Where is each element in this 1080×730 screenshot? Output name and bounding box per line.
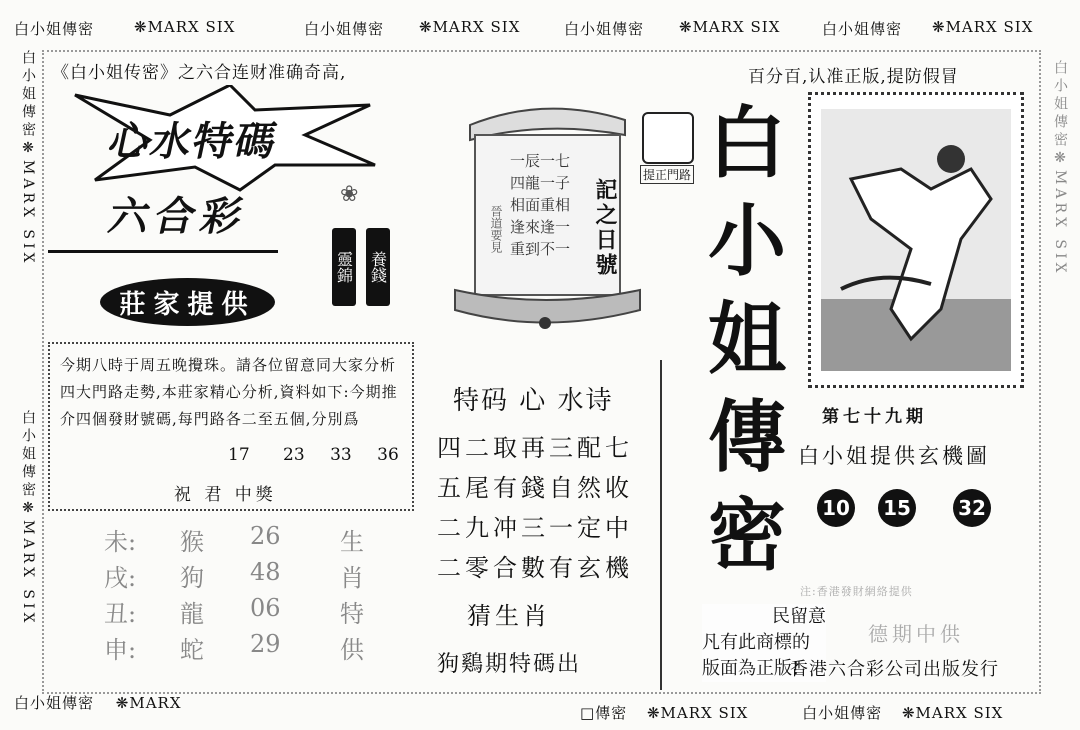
zodiac-branch: 丑:: [104, 600, 137, 628]
faded-note: 注:香港發財網絡提供: [800, 585, 913, 598]
star-title: 心水特碼: [104, 119, 283, 165]
scroll-line: 重到不一: [510, 240, 571, 258]
banner-text: 白小姐傳密: [822, 20, 903, 38]
number-ball: 15: [878, 489, 916, 527]
zodiac-table: [60, 522, 400, 672]
scroll-line: 四龍一子: [510, 174, 571, 192]
divider: [48, 250, 278, 253]
zodiac-animal: 龍: [180, 600, 204, 628]
notice-box: [48, 342, 414, 511]
banner-text: ❋MARX SIX: [646, 704, 749, 722]
zodiac-branch: 申:: [104, 636, 137, 664]
big-title-char: 傳: [708, 392, 787, 483]
banner-text: ❋MARX SIX: [901, 704, 1004, 722]
big-title: [708, 98, 798, 581]
zodiac-number: 29: [250, 630, 281, 658]
poem-guess: 猜生肖: [467, 602, 551, 630]
wish-text: 祝 君 中獎: [174, 485, 277, 505]
photo-frame: [808, 92, 1024, 388]
banner-text: ❋MARX SIX: [134, 18, 236, 36]
subtitle: 六合彩: [104, 194, 253, 240]
big-title-char: 小: [708, 196, 787, 287]
poem-line: 二九冲三一定中: [437, 514, 633, 542]
left-vertical-banner: 白小姐傳密❋MARX SIX: [20, 50, 36, 267]
poem-line: 二零合數有玄機: [437, 554, 633, 582]
zodiac-animal: 狗: [180, 564, 204, 592]
lucky-number: 33: [330, 445, 352, 465]
faded-text: 德期中供: [868, 622, 964, 646]
lucky-number: 36: [377, 445, 399, 465]
banner-text: 白小姐傳密: [564, 20, 645, 38]
zodiac-number: 06: [250, 594, 281, 622]
zodiac-number: 48: [250, 558, 281, 586]
zodiac-number: 26: [250, 522, 281, 550]
left-vertical-banner: 白小姐傳密❋MARX SIX: [20, 410, 36, 627]
number-ball: 10: [817, 489, 855, 527]
badge-lingjin: 靈錦: [332, 228, 356, 306]
banner-text: ❋MARX SIX: [932, 18, 1034, 36]
scroll-line: 一辰一七: [510, 152, 571, 170]
big-title-char: 密: [708, 490, 787, 581]
flower-icon: ❀: [340, 182, 359, 207]
provider-text: 白小姐提供玄機圖: [798, 444, 990, 468]
banner-text: 白小姐傳密: [14, 694, 95, 712]
intro-right: 百分百,认准正版,提防假冒: [748, 67, 959, 87]
lucky-numbers: [228, 445, 399, 465]
zodiac-branch: 戌:: [104, 564, 137, 592]
top-banner: [14, 18, 1074, 40]
poem-box: [425, 360, 662, 690]
big-title-char: 姐: [708, 294, 787, 385]
number-ball: 32: [953, 489, 991, 527]
poem-answer: 狗鷄期特碼出: [437, 652, 582, 677]
big-title-char: 白: [708, 98, 787, 189]
notice-line: 版面為正版!: [702, 658, 800, 679]
poem-line: 四二取再三配七: [437, 434, 633, 462]
banner-text: ❋MARX: [115, 694, 182, 712]
verify-box: [642, 112, 694, 164]
zodiac-tag: 肖: [340, 564, 364, 592]
zodiac-animal: 蛇: [180, 636, 204, 664]
banner-text: ❋MARX SIX: [419, 18, 521, 36]
zodiac-tag: 生: [340, 528, 364, 556]
zodiac-animal: 猴: [180, 528, 204, 556]
banner-text: 白小姐傳密: [304, 20, 385, 38]
scroll-side: 記之日號: [592, 178, 618, 278]
zodiac-tag: 特: [340, 600, 364, 628]
banner-text: 白小姐傳密: [14, 20, 95, 38]
lucky-number: 17: [228, 445, 250, 465]
scroll-line: 逢來逢一: [510, 218, 571, 236]
poem-title: 特码 心 水诗: [453, 386, 614, 416]
zodiac-tag: 供: [340, 636, 364, 664]
zodiac-branch: 未:: [104, 528, 137, 556]
notice-line: 凡有此商標的: [702, 632, 810, 653]
scroll-caption: 晉道要見: [489, 205, 503, 253]
poem-line: 五尾有錢自然收: [437, 474, 633, 502]
lucky-number: 23: [283, 445, 305, 465]
bottom-banner-left: [14, 692, 182, 713]
provider-oval: 莊家提供: [100, 278, 275, 326]
notice-line: 民留意: [772, 606, 826, 627]
badge-yangqian: 養錢: [366, 228, 390, 306]
banner-text: □傳密: [580, 704, 628, 722]
banner-text: ❋MARX SIX: [679, 18, 781, 36]
publisher-text: 香港六合彩公司出版发行: [790, 659, 999, 680]
notice-text: 今期八時于周五晚攪珠。請各位留意同大家分析四大門路走勢,本莊家精心分析,資料如下:今期推介四個發財號碼,每門路各二至五個,分別爲: [60, 356, 398, 428]
intro-left: 《白小姐传密》之六合连财准确奇高,: [52, 63, 347, 83]
issue-number: 第七十九期: [822, 407, 927, 427]
verify-label: 提正門路: [640, 165, 694, 184]
dancer-photo: [821, 109, 1011, 371]
scroll-line: 相面重相: [510, 196, 571, 214]
scroll-lines: [510, 150, 570, 260]
bottom-banner-right: [580, 702, 1003, 723]
right-vertical-banner: 白小姐傳密❋MARX SIX: [1052, 60, 1068, 277]
banner-text: 白小姐傳密: [802, 704, 883, 722]
